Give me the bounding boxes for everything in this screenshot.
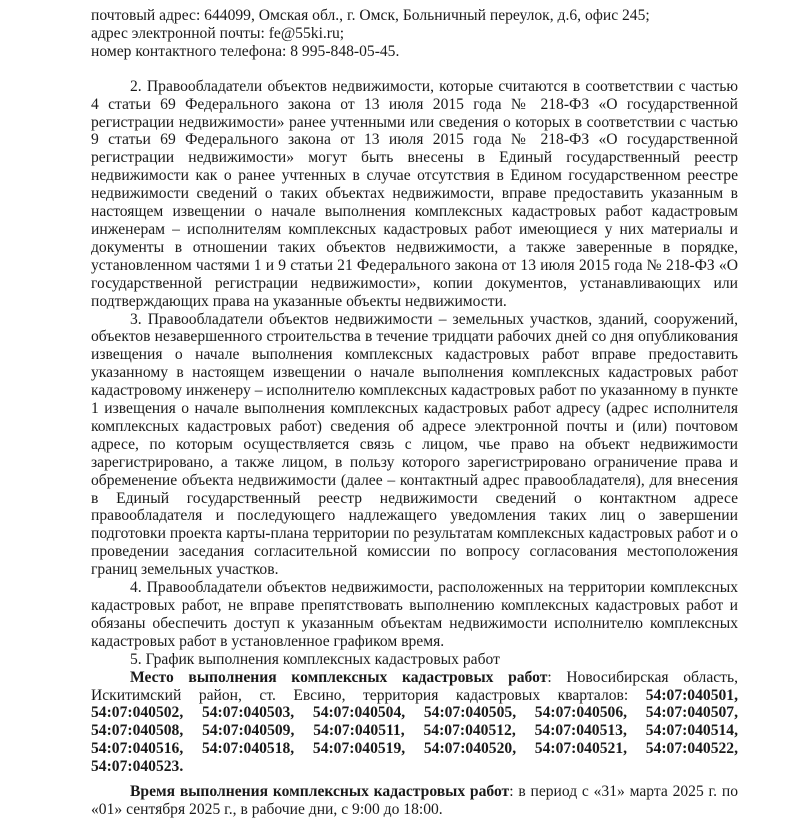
email-address: адрес электронной почты: fe@55ki.ru;: [91, 24, 345, 42]
paragraph-4: 4. Правообладатели объектов недвижимости, расположенных на территории комплексных кадастровых работ, не вправе препятствовать выполнению комплексных кадастровых работ и обязаны обеспечить доступ к указанным объектам недвижимости исполнителю комплексных кадастровых работ в установленное графиком время.: [91, 579, 738, 650]
paragraph-3: 3. Правообладатели объектов недвижимости – земельных участков, зданий, сооружений, объектов незавершенного строительства в течение тридцати рабочих дней со дня опубликования извещения о начале выполнения комплексных кадастровых работ вправе предоставить указанному в настоящем извещении о начале выполнения комплексных кадастровых работ кадастровому инженеру – исполнителю комплексных кадастровых работ по указанному в пункте 1 извещения о начале выполнения комплексных кадастровых работ адресу (адрес исполнителя комплексных кадастровых работ) сведения об адресе электронной почты и (или) почтовом адресе, по которым осуществляется связь с лицом, чье право на объект недвижимости зарегистрировано, а также лицом, в пользу которого зарегистрировано ограничение права и обременение объекта недвижимости (далее – контактный адрес правообладателя), для внесения в Единый государственный реестр недвижимости сведений о контактном адресе правообладателя и последующего надлежащего уведомления таких лиц о завершении подготовки проекта карты-плана территории по результатам комплексных кадастровых работ и о проведении заседания согласительной комиссии по вопросу согласования местоположения границ земельных участков.: [91, 310, 738, 579]
work-place: [91, 669, 738, 776]
work-time: [91, 783, 738, 819]
contact-phone: номер контактного телефона: 8 995-848-05-45.: [91, 42, 400, 60]
cadastral-quarters: 54:07:040501, 54:07:040502, 54:07:040503, 54:07:040504, 54:07:040505, 54:07:040506, 54:07:040507, 54:07:040508, 54:07:040509, 54:07:040511, 54:07:040512, 54:07:040513, 54:07:040514, 54:07:040516, 54:07:040518, 54:07:040519, 54:07:040520, 54:07:040521, 54:07:040522, 54:07:040523.: [91, 686, 738, 776]
paragraph-2: 2. Правообладатели объектов недвижимости, которые считаются в соответствии с частью 4 статьи 69 Федерального закона от 13 июля 2015 года № 218-ФЗ «О государственной регистрации недвижимости» ранее учтенными или сведения о которых в соответствии с частью 9 статьи 69 Федерального закона от 13 июля 2015 года № 218-ФЗ «О государственной регистрации недвижимости» могут быть внесены в Единый государственный реестр недвижимости как о ранее учтенных в случае отсутствия в Едином государственном реестре недвижимости сведений о таких объектах недвижимости, вправе предоставить указанным в настоящем извещении о начале выполнения комплексных кадастровых работ кадастровым инженерам – исполнителям комплексных кадастровых работ имеющиеся у них материалы и документы в отношении таких объектов недвижимости, а также заверенные в порядке, установленном частями 1 и 9 статьи 21 Федерального закона от 13 июля 2015 года № 218-ФЗ «О государственной регистрации недвижимости», копии документов, устанавливающих или подтверждающих права на указанные объекты недвижимости.: [91, 77, 738, 310]
postal-address: почтовый адрес: 644099, Омская обл., г. Омск, Больничный переулок, д.6, офис 245;: [91, 7, 650, 24]
work-place-text: : Новосибирская область, Искитимский район, ст. Евсино, территория кадастровых кварталов:: [91, 668, 738, 704]
work-time-label: Время выполнения комплексных кадастровых работ: [130, 783, 510, 801]
paragraph-5: 5. График выполнения комплексных кадастровых работ: [130, 650, 500, 668]
work-time-text: : в период с «31» марта 2025 г. по «01» сентября 2025 г., в рабочие дни, с 9:00 до 18:00.: [91, 783, 738, 818]
work-place-label: Место выполнения комплексных кадастровых работ: [130, 668, 548, 686]
